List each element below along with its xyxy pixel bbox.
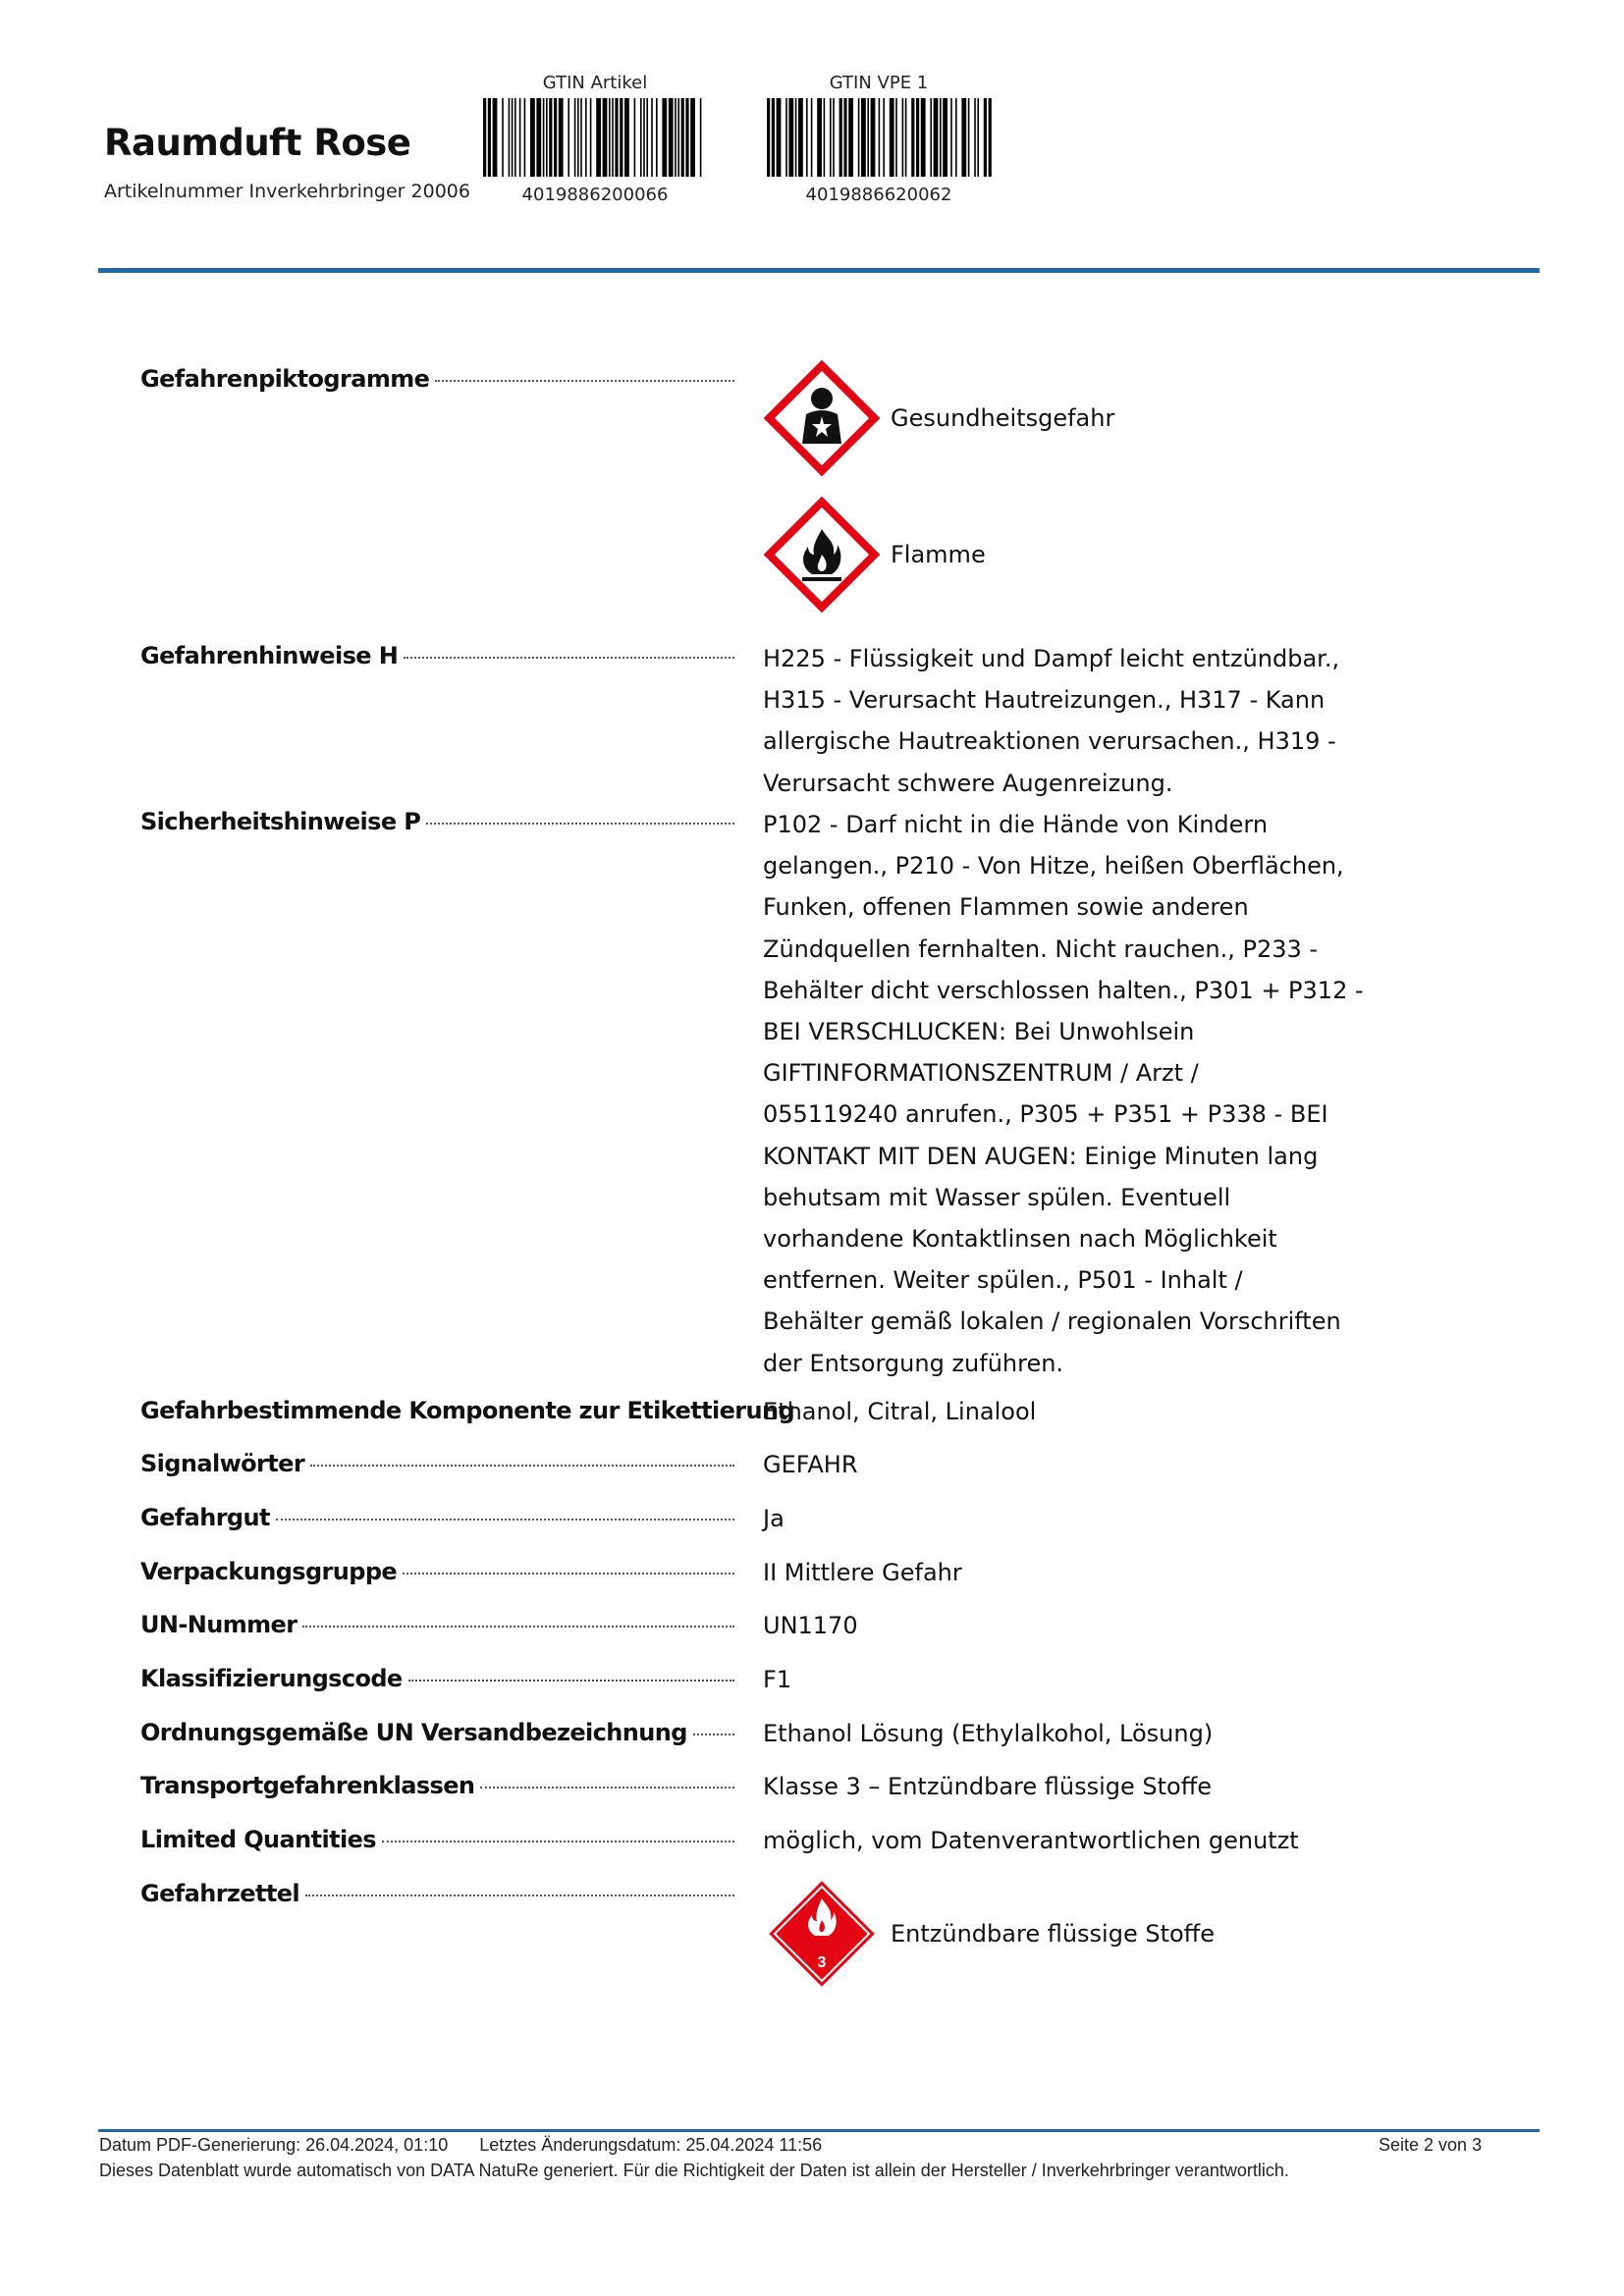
header-divider xyxy=(98,268,1540,273)
field-label: Verpackungsgruppe xyxy=(140,1558,734,1585)
barcode-bar xyxy=(772,98,775,177)
pictogram-health-hazard xyxy=(763,359,1114,477)
barcode-bar xyxy=(833,98,835,177)
barcode-bar xyxy=(700,98,702,177)
field-label: Gefahrzettel xyxy=(140,1880,734,1907)
barcode-bar xyxy=(839,98,842,177)
field-label: Gefahrenpiktogramme xyxy=(140,365,734,393)
hazard-label-class-3 xyxy=(763,1875,1215,1993)
barcode-bar xyxy=(530,98,535,177)
barcode-bar xyxy=(977,98,979,177)
barcode-icon xyxy=(481,98,709,177)
barcode-bar xyxy=(596,98,601,177)
barcode-bar xyxy=(656,98,658,177)
barcode-bar xyxy=(871,98,876,177)
page-number: Seite 2 von 3 xyxy=(1379,2135,1483,2155)
barcode-bar xyxy=(830,98,832,177)
field-label: Gefahrbestimmende Komponente zur Etikettierung xyxy=(140,1397,795,1424)
barcode-bar xyxy=(984,98,987,177)
barcode-bar xyxy=(509,98,511,177)
barcode-bar xyxy=(968,98,970,177)
barcode-bar xyxy=(640,98,642,177)
precautionary-statements-text: P102 - Darf nicht in die Hände von Kindern gelangen., P210 - Von Hitze, heißen Oberflächen, Funken, offenen Flammen sowie anderen Zündquellen fernhalten. Nicht rauchen., P233 - Behälter dicht verschlossen halten., P301 + P312 - BEI VERSCHLUCKEN: Bei Unwohlsein GIFTINFORMATIONSZENTRUM / Arzt / 055119240 anrufen., P305 + P351 + P338 - BEI KONTAKT MIT DEN AUGEN: Einige Minuten lang behutsam mit Wasser spülen. Eventuell vorhandene Kontaktlinsen nach Möglichkeit entfernen. Weiter spülen., P501 - Inhalt / Behälter gemäß lokalen / regionalen Vorschriften der Entsorgung zuführen. xyxy=(763,811,1364,1377)
barcode-bar xyxy=(574,98,576,177)
barcode-icon xyxy=(765,98,993,177)
product-title: Raumduft Rose xyxy=(104,122,411,164)
field-label: Klassifizierungscode xyxy=(140,1665,734,1692)
barcode-bar xyxy=(543,98,545,177)
flame-icon xyxy=(763,496,881,614)
barcode-bar xyxy=(502,98,504,177)
hazard-statements-text: H225 - Flüssigkeit und Dampf leicht entzündbar., H315 - Verursacht Hautreizungen., H317 - Kann allergische Hautreaktionen verursachen., H319 - Verursacht schwere Augenreizung. xyxy=(763,645,1340,797)
barcode-bar xyxy=(921,98,926,177)
barcode-bar xyxy=(798,98,803,177)
barcode-label: GTIN Artikel xyxy=(542,73,648,93)
un-number-value: UN1170 xyxy=(763,1612,858,1639)
barcode-bar xyxy=(634,98,636,177)
barcode-bar xyxy=(955,98,957,177)
barcode-bar xyxy=(795,98,797,177)
class-3-flammable-liquid-icon xyxy=(763,1875,881,1993)
health-hazard-icon xyxy=(763,359,881,477)
barcode-bar xyxy=(843,98,846,177)
field-label: Limited Quantities xyxy=(140,1826,734,1853)
barcode-bar xyxy=(612,98,614,177)
changed-date: Letztes Änderungsdatum: 25.04.2024 11:56 xyxy=(479,2135,823,2155)
barcode-number: 4019886620062 xyxy=(805,185,952,205)
barcode-bar xyxy=(940,98,942,177)
barcode-bar xyxy=(590,98,592,177)
barcode-package xyxy=(761,73,997,205)
barcode-bar xyxy=(806,98,808,177)
barcode-bar xyxy=(879,98,881,177)
barcode-bar xyxy=(546,98,548,177)
barcode-bar xyxy=(603,98,608,177)
barcode-bar xyxy=(488,98,491,177)
limited-quantities-value: möglich, vom Datenverantwortlichen genutzt xyxy=(763,1827,1299,1854)
barcode-bar xyxy=(577,98,579,177)
barcode-bar xyxy=(811,98,813,177)
classification-code-value: F1 xyxy=(763,1666,792,1693)
barcode-bar xyxy=(989,98,992,177)
barcode-number: 4019886200066 xyxy=(521,185,669,205)
barcode-bar xyxy=(559,98,564,177)
barcode-bar xyxy=(524,98,526,177)
barcode-bar xyxy=(974,98,976,177)
barcode-bar xyxy=(536,98,541,177)
barcode-bar xyxy=(690,98,695,177)
signal-words-value: GEFAHR xyxy=(763,1451,858,1478)
barcode-bar xyxy=(677,98,679,177)
field-label: Sicherheitshinweise P xyxy=(140,808,734,835)
barcode-bar xyxy=(554,98,557,177)
barcode-bar xyxy=(643,98,645,177)
barcode-bar xyxy=(950,98,952,177)
barcode-bar xyxy=(669,98,674,177)
field-label: UN-Nummer xyxy=(140,1611,734,1638)
dangerous-goods-value: Ja xyxy=(763,1505,785,1532)
pictogram-flame xyxy=(763,496,986,614)
barcode-bar xyxy=(651,98,653,177)
barcode-bar xyxy=(568,98,569,177)
barcode-bar xyxy=(916,98,919,177)
components-value: Ethanol, Citral, Linalool xyxy=(763,1398,1037,1425)
barcode-bar xyxy=(620,98,623,177)
generated-date: Datum PDF-Generierung: 26.04.2024, 01:10 xyxy=(99,2135,449,2155)
barcode-bar xyxy=(615,98,618,177)
barcode-bar xyxy=(646,98,648,177)
barcode-bar xyxy=(867,98,869,177)
barcode-bar xyxy=(493,98,498,177)
barcode-bar xyxy=(580,98,582,177)
barcode-article xyxy=(477,73,713,205)
barcode-bar xyxy=(483,98,486,177)
packing-group-value: II Mittlere Gefahr xyxy=(763,1559,962,1586)
barcode-bar xyxy=(895,98,897,177)
barcode-bar xyxy=(785,98,787,177)
barcode-bar xyxy=(549,98,552,177)
hazard-label-text: Entzündbare flüssige Stoffe xyxy=(891,1920,1215,1948)
barcode-bar xyxy=(861,98,866,177)
barcode-bar xyxy=(519,98,521,177)
barcode-bar xyxy=(911,98,914,177)
barcode-bar xyxy=(514,98,516,177)
barcode-bar xyxy=(905,98,907,177)
pictogram-label: Flamme xyxy=(891,541,986,568)
barcode-bar xyxy=(902,98,904,177)
barcode-bar xyxy=(817,98,822,177)
barcode-bar xyxy=(675,98,677,177)
barcode-bar xyxy=(848,98,853,177)
barcode-bar xyxy=(681,98,684,177)
shipping-name-value: Ethanol Lösung (Ethylalkohol, Lösung) xyxy=(763,1720,1214,1747)
barcode-bar xyxy=(943,98,947,177)
barcode-bar xyxy=(609,98,611,177)
pictogram-label: Gesundheitsgefahr xyxy=(891,404,1115,432)
barcode-bar xyxy=(930,98,932,177)
footer-divider xyxy=(98,2129,1540,2132)
field-label: Gefahrgut xyxy=(140,1504,734,1531)
field-label: Gefahrenhinweise H xyxy=(140,642,734,669)
barcode-bar xyxy=(890,98,894,177)
barcode-bar xyxy=(824,98,826,177)
barcode-bar xyxy=(512,98,514,177)
transport-classes-value: Klasse 3 – Entzündbare flüssige Stoffe xyxy=(763,1773,1213,1800)
barcode-bar xyxy=(777,98,782,177)
footer-dates xyxy=(99,2135,822,2156)
barcode-bar xyxy=(624,98,629,177)
field-label: Transportgefahrenklassen xyxy=(140,1772,734,1799)
barcode-bar xyxy=(961,98,966,177)
article-number: Artikelnummer Inverkehrbringer 20006 xyxy=(104,181,470,202)
barcode-bar xyxy=(662,98,667,177)
barcode-bar xyxy=(934,98,939,177)
barcode-bar xyxy=(767,98,770,177)
barcode-label: GTIN VPE 1 xyxy=(829,73,929,93)
field-label: Ordnungsgemäße UN Versandbezeichnung xyxy=(140,1719,734,1746)
barcode-bar xyxy=(685,98,688,177)
barcode-bar xyxy=(788,98,793,177)
footer-disclaimer: Dieses Datenblatt wurde automatisch von DATA NatuRe generiert. Für die Richtigkeit der Daten ist allein der Hersteller / Inverkehrbringer verantwortlich. xyxy=(99,2161,1289,2180)
barcode-bar xyxy=(883,98,885,177)
barcode-bar xyxy=(858,98,860,177)
barcode-bar xyxy=(585,98,587,177)
field-label: Signalwörter xyxy=(140,1450,734,1477)
class-number: 3 xyxy=(817,1954,827,1971)
